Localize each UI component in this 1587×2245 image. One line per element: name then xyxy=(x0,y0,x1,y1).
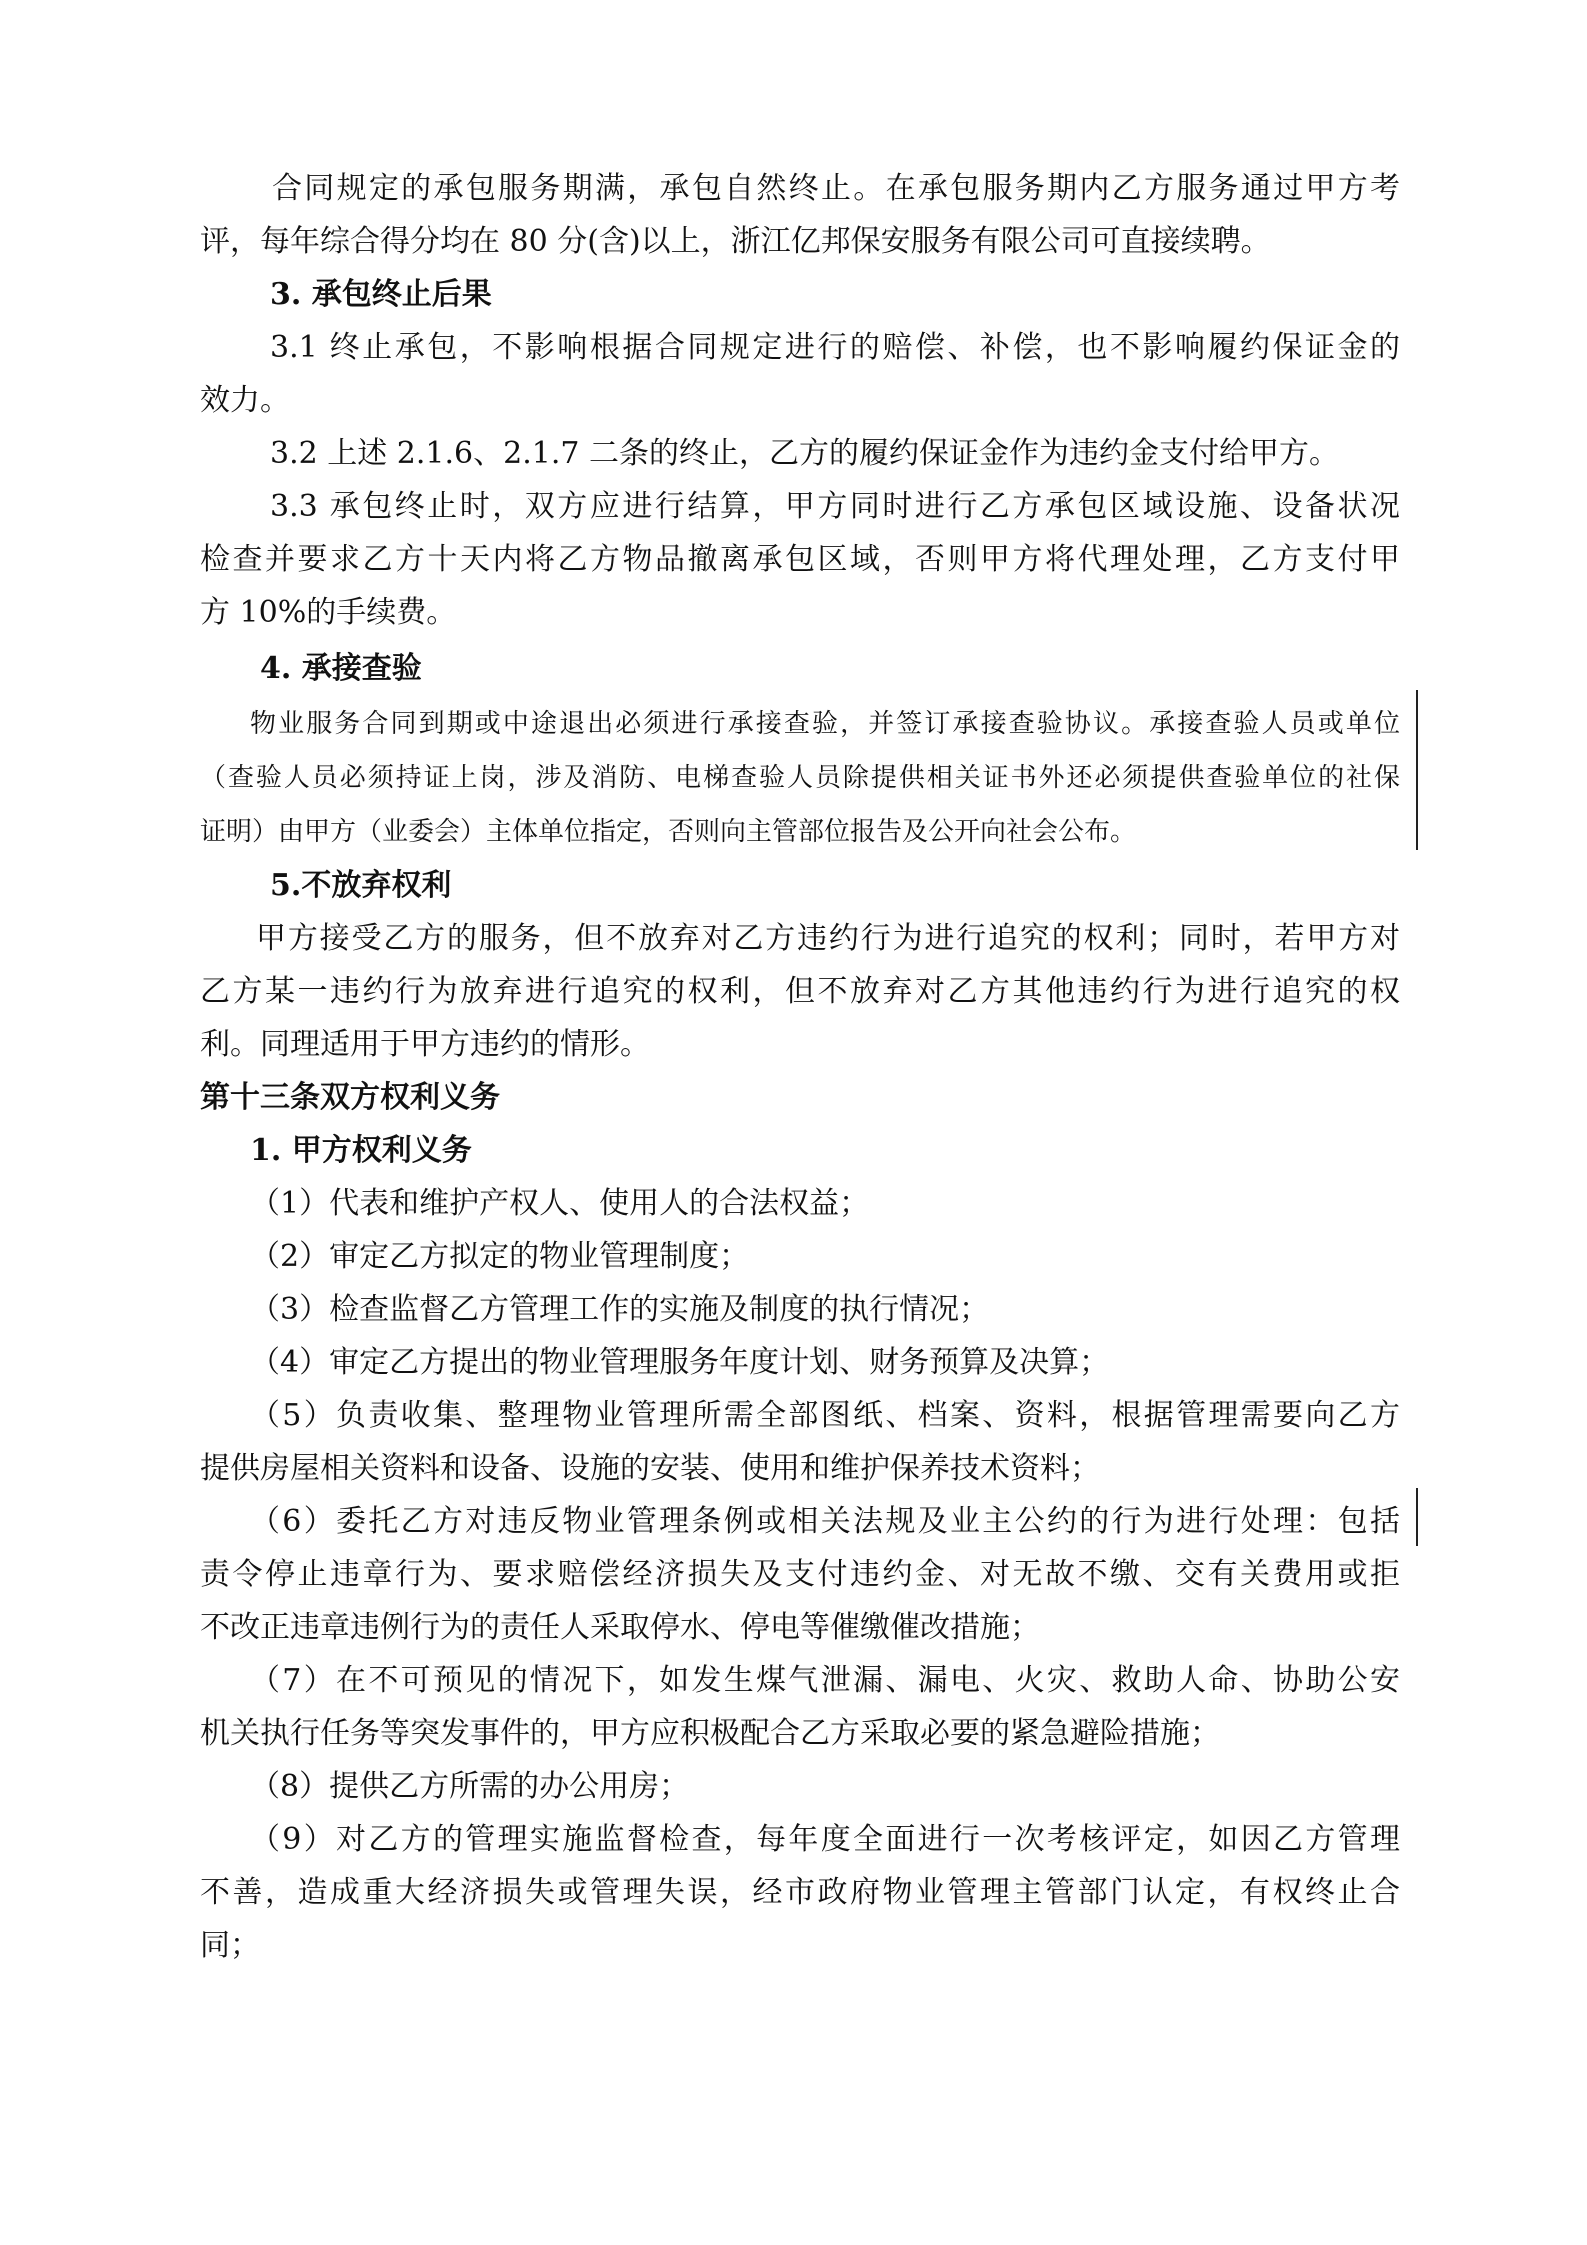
paragraph-line: 方 10%的手续费。 xyxy=(200,595,457,630)
section-heading: 1. 甲方权利义务 xyxy=(250,1133,472,1168)
list-item: （5）负责收集、整理物业管理所需全部图纸、档案、资料，根据管理需要向乙方 xyxy=(250,1398,1400,1433)
list-item: （4）审定乙方提出的物业管理服务年度计划、财务预算及决算； xyxy=(250,1345,1110,1380)
section-heading: 5.不放弃权利 xyxy=(270,868,452,903)
paragraph-line: 利。同理适用于甲方违约的情形。 xyxy=(200,1027,650,1062)
list-item: （8）提供乙方所需的办公用房； xyxy=(250,1769,690,1804)
list-item-continuation: 不善，造成重大经济损失或管理失误，经市政府物业管理主管部门认定，有权终止合 xyxy=(200,1875,1400,1910)
paragraph-line: （查验人员必须持证上岗，涉及消防、电梯查验人员除提供相关证书外还必须提供查验单位的社保 xyxy=(200,763,1400,793)
paragraph-line: 3.3 承包终止时，双方应进行结算，甲方同时进行乙方承包区域设施、设备状况 xyxy=(270,489,1400,524)
paragraph-line: 检查并要求乙方十天内将乙方物品撤离承包区域，否则甲方将代理处理，乙方支付甲 xyxy=(200,542,1400,577)
list-item-continuation: 责令停止违章行为、要求赔偿经济损失及支付违约金、对无故不缴、交有关费用或拒 xyxy=(200,1557,1400,1592)
list-item: （7）在不可预见的情况下，如发生煤气泄漏、漏电、火灾、救助人命、协助公安 xyxy=(250,1663,1400,1698)
paragraph-line: 甲方接受乙方的服务，但不放弃对乙方违约行为进行追究的权利；同时，若甲方对 xyxy=(256,921,1400,956)
list-item-continuation: 提供房屋相关资料和设备、设施的安装、使用和维护保养技术资料； xyxy=(200,1451,1100,1486)
paragraph-line: 效力。 xyxy=(200,383,290,418)
list-item: （9）对乙方的管理实施监督检查，每年度全面进行一次考核评定，如因乙方管理 xyxy=(250,1822,1400,1857)
article-heading: 第十三条双方权利义务 xyxy=(200,1080,500,1115)
list-item-continuation: 同； xyxy=(200,1928,260,1963)
paragraph-line: 合同规定的承包服务期满，承包自然终止。在承包服务期内乙方服务通过甲方考 xyxy=(272,171,1400,206)
paragraph-line: 3.2 上述 2.1.6、2.1.7 二条的终止，乙方的履约保证金作为违约金支付给甲方。 xyxy=(270,436,1339,471)
section-heading: 3. 承包终止后果 xyxy=(270,277,492,312)
section-heading: 4. 承接查验 xyxy=(260,651,422,686)
list-item: （3）检查监督乙方管理工作的实施及制度的执行情况； xyxy=(250,1292,990,1327)
list-item: （6）委托乙方对违反物业管理条例或相关法规及业主公约的行为进行处理：包括 xyxy=(250,1504,1400,1539)
list-item: （2）审定乙方拟定的物业管理制度； xyxy=(250,1239,750,1274)
list-item-continuation: 不改正违章违例行为的责任人采取停水、停电等催缴催改措施； xyxy=(200,1610,1040,1645)
paragraph-line: 物业服务合同到期或中途退出必须进行承接查验，并签订承接查验协议。承接查验人员或单位 xyxy=(250,709,1400,739)
paragraph-line: 证明）由甲方（业委会）主体单位指定，否则向主管部位报告及公开向社会公布。 xyxy=(200,817,1137,847)
revision-bar xyxy=(1416,1488,1418,1546)
list-item: （1）代表和维护产权人、使用人的合法权益； xyxy=(250,1186,870,1221)
revision-bar xyxy=(1416,690,1418,850)
paragraph-line: 3.1 终止承包，不影响根据合同规定进行的赔偿、补偿，也不影响履约保证金的 xyxy=(270,330,1400,365)
list-item-continuation: 机关执行任务等突发事件的，甲方应积极配合乙方采取必要的紧急避险措施； xyxy=(200,1716,1220,1751)
paragraph-line: 评，每年综合得分均在 80 分(含)以上，浙江亿邦保安服务有限公司可直接续聘。 xyxy=(200,224,1271,259)
paragraph-line: 乙方某一违约行为放弃进行追究的权利，但不放弃对乙方其他违约行为进行追究的权 xyxy=(200,974,1400,1009)
